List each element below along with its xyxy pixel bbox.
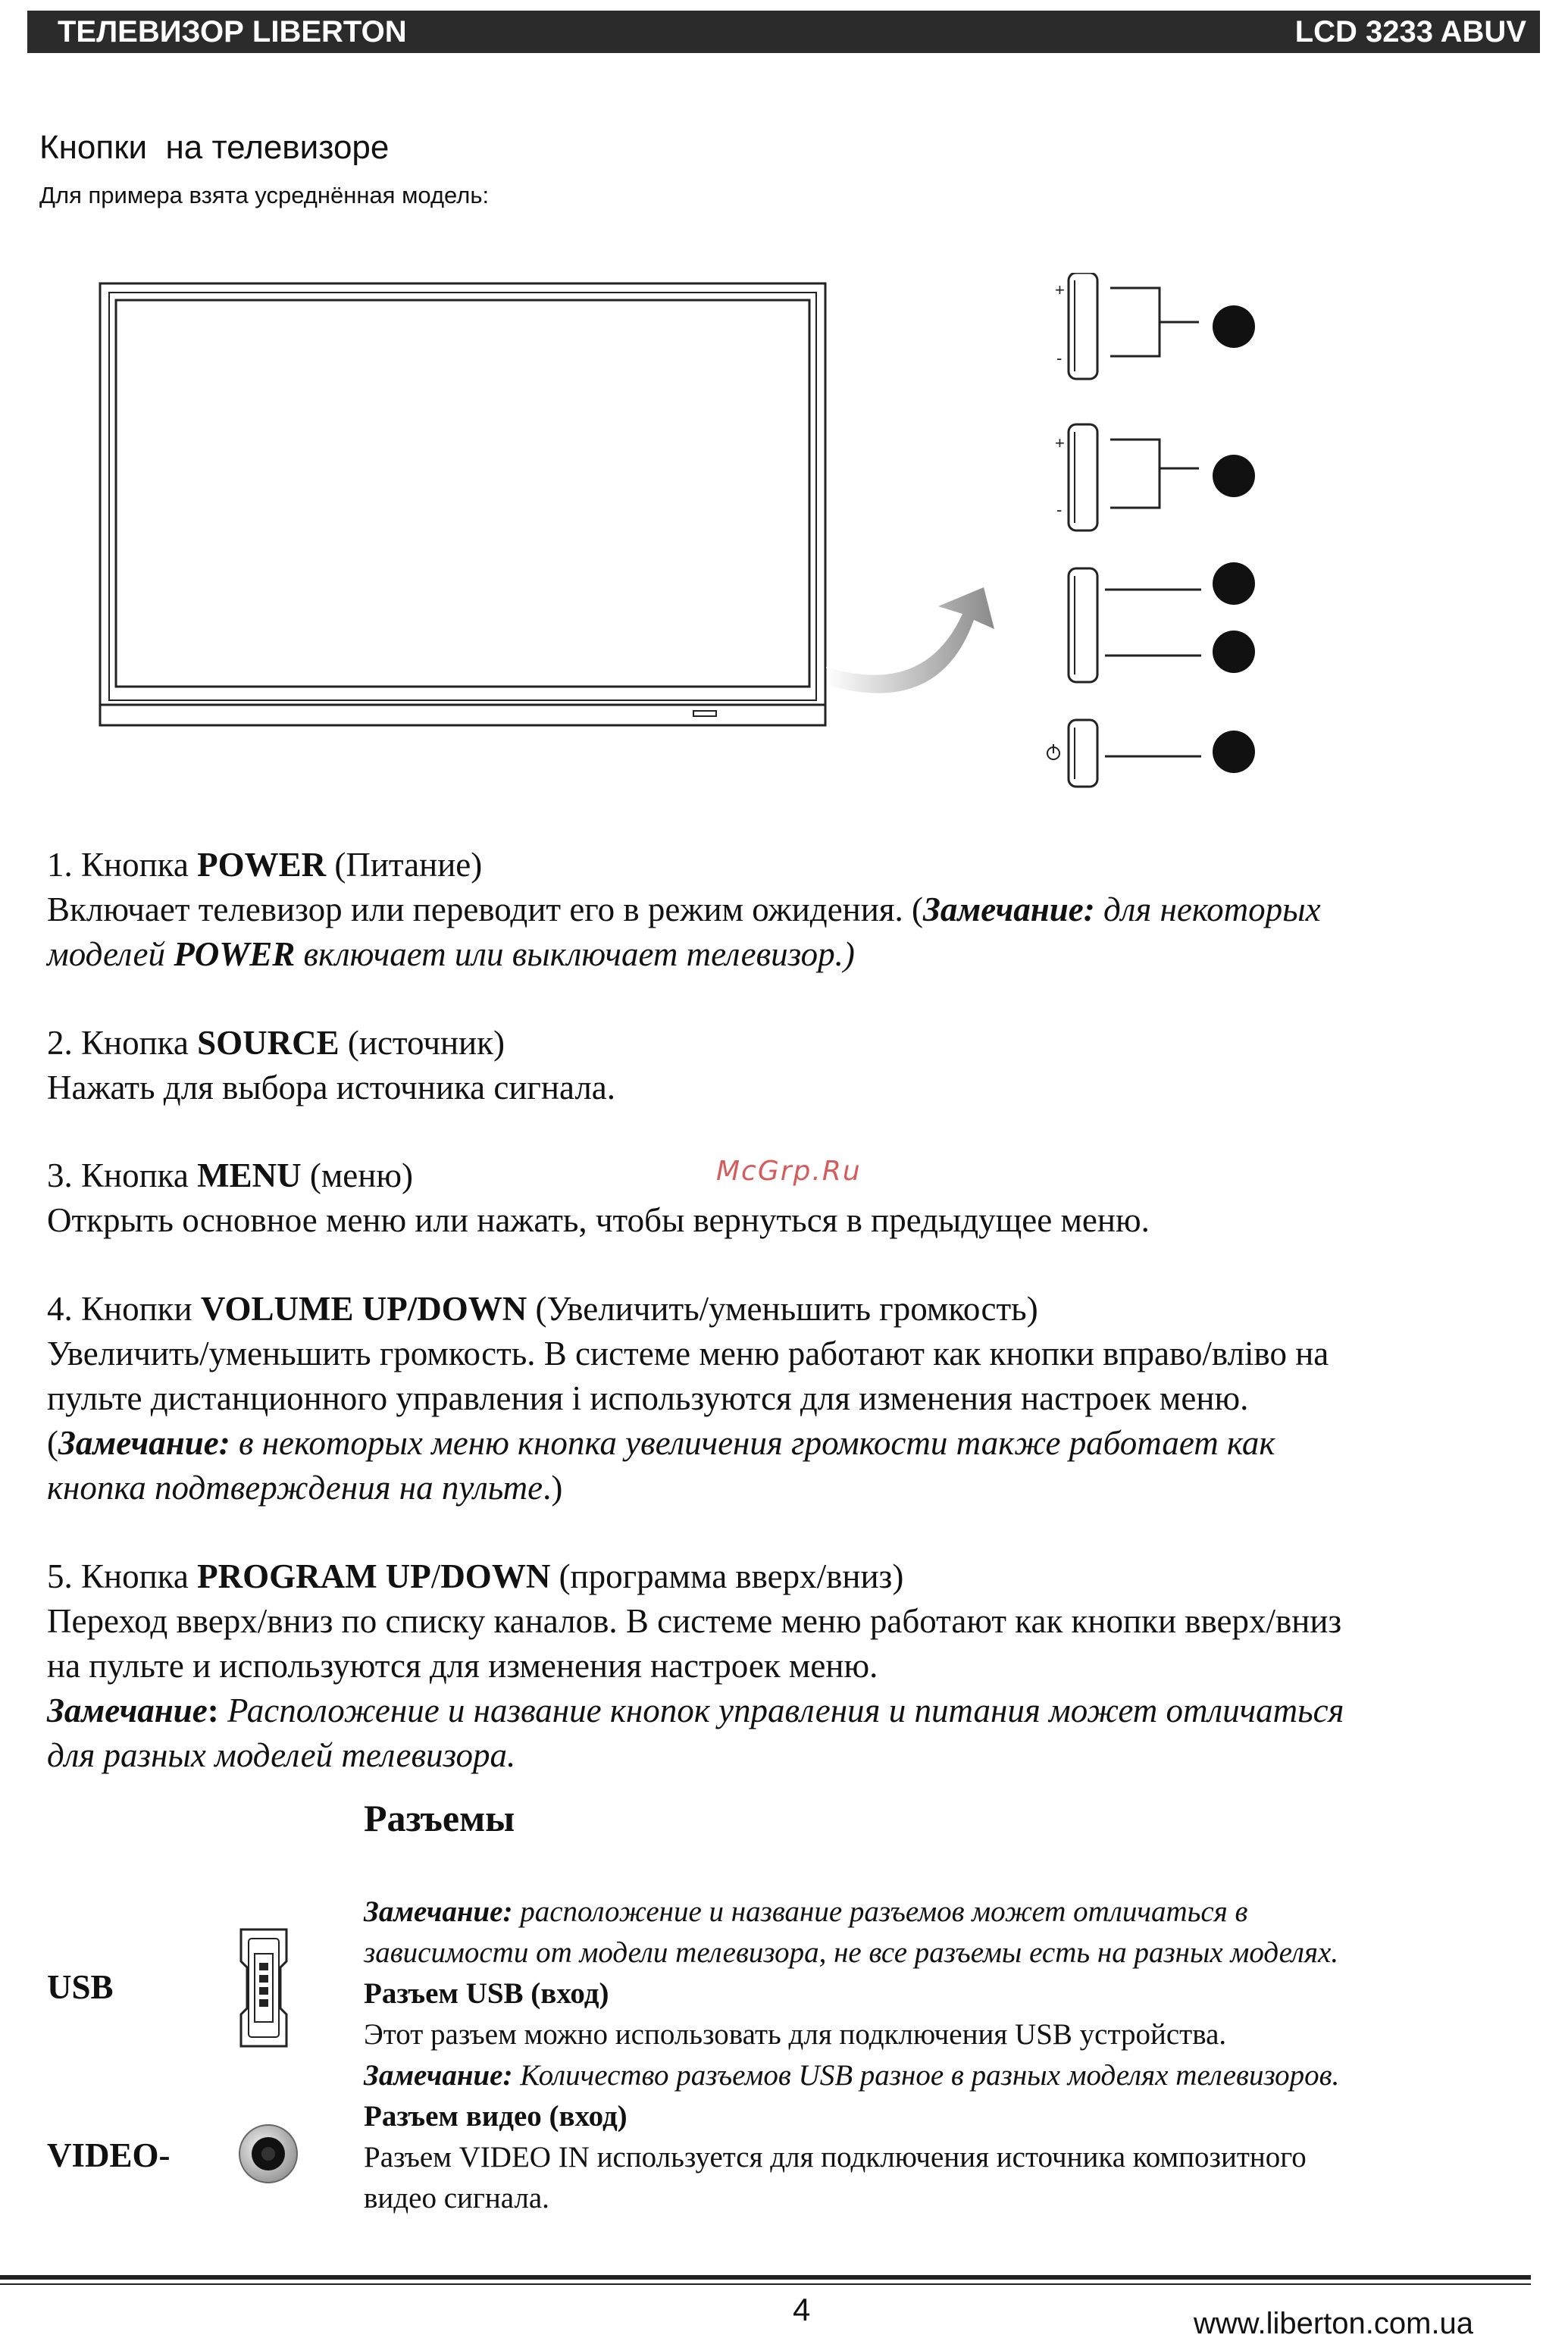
item-program: 5. Кнопка PROGRAM UP/DOWN (программа вверх/вниз) Переход вверх/вниз по списку каналов. В системе меню работают как кнопки вверх/вниз на пульте и используются для изменения настроек меню. Замечание: Расположение и название кнопок управления и питания может отличаться для разных моделей телевизора. xyxy=(47,1557,1344,1774)
footer-divider-thin xyxy=(0,2283,1531,2285)
footer-divider xyxy=(0,2275,1531,2280)
usb-port-icon xyxy=(233,1923,294,2052)
watermark: McGrp.Ru xyxy=(716,1156,862,1187)
button-power xyxy=(1047,720,1255,787)
connectors-title: Разъемы xyxy=(364,1797,515,1839)
item-menu: 3. Кнопка MENU (меню) Открыть основное меню или нажать, чтобы вернуться в предыдущее меню. xyxy=(47,1156,1150,1239)
button-volume xyxy=(1055,273,1255,379)
video-label: VIDEO- xyxy=(47,2136,171,2174)
header-model: LCD 3233 ABUV xyxy=(1294,15,1526,49)
button-program xyxy=(1055,424,1255,530)
page-title: Кнопки на телевизоре xyxy=(39,129,390,166)
website-link[interactable]: www.liberton.com.ua xyxy=(1194,2307,1474,2340)
svg-text:+: + xyxy=(1055,280,1065,299)
button-menu-source xyxy=(1069,562,1255,682)
page-number: 4 xyxy=(793,2292,811,2327)
pointer-arrow xyxy=(826,587,994,693)
tv-frame xyxy=(100,283,825,725)
header-bar xyxy=(27,11,1540,53)
connectors-description: Замечание: расположение и название разъемов может отличаться в зависимости от модели телевизора, не все разъемы есть на разных моделях. Разъем USB (вход) Этот разъем можно использовать для подключения USB устройства. Замечание: Количество разъемов USB разное в разных моделях телевизоров. Разъем видео (вход) Разъем VIDEO IN используется для подключения источника композитного видео сигнала. xyxy=(364,1895,1340,2214)
svg-text:-: - xyxy=(1056,349,1063,368)
usb-label: USB xyxy=(47,1968,114,2006)
tv-diagram xyxy=(91,273,1304,803)
video-port-icon xyxy=(236,2122,300,2186)
item-power: 1. Кнопка POWER (Питание) Включает телевизор или переводит его в режим ожидения. (Замечание: для некоторых моделей POWER включает или выключает телевизор.) xyxy=(47,846,1321,973)
header-left-title: ТЕЛЕВИЗОР LIBERTON xyxy=(58,15,407,49)
svg-text:+: + xyxy=(1055,433,1065,452)
item-source: 2. Кнопка SOURCE (источник) Нажать для выбора источника сигнала. xyxy=(47,1024,616,1106)
item-volume: 4. Кнопки VOLUME UP/DOWN (Увеличить/уменьшить громкость) Увеличить/уменьшить громкость. В системе меню работают как кнопки вправо/вліво на пульте дистанционного управления і используются для изменения настроек меню. (Замечание: в некоторых меню кнопка увеличения громкости также работает как кнопка подтверждения на пульте.) xyxy=(47,1290,1329,1507)
page-subtitle: Для примера взята усреднённая модель: xyxy=(39,182,490,208)
svg-text:-: - xyxy=(1056,500,1063,519)
